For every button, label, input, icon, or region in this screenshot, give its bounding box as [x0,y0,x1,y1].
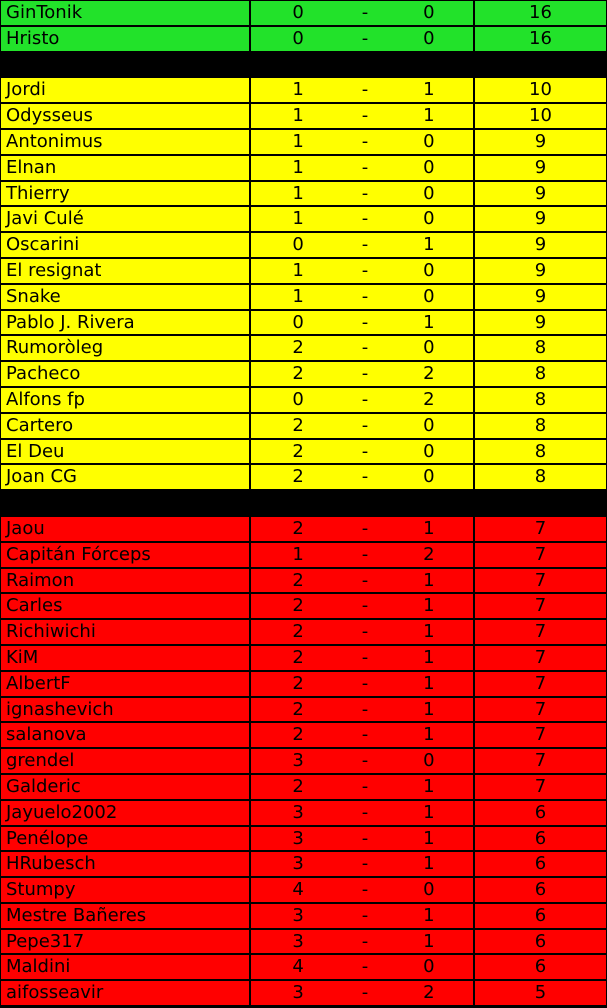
player-name-cell: Alfons fp [0,387,250,413]
away-goals: 1 [423,105,435,127]
away-goals: 1 [423,853,435,875]
points-cell: 9 [474,258,607,284]
table-row [0,697,607,723]
home-goals: 3 [292,930,304,952]
score-separator: - [361,801,369,823]
score-cell [250,284,474,310]
player-name-cell: HRubesch [0,851,250,877]
away-goals: 1 [423,234,435,256]
away-goals: 1 [423,827,435,849]
home-goals: 2 [292,698,304,720]
away-goals: 0 [423,285,435,307]
score-cell [250,980,474,1006]
points-cell: 7 [474,774,607,800]
home-goals: 2 [292,337,304,359]
score-separator: - [361,827,369,849]
home-goals: 3 [292,801,304,823]
home-goals: 1 [292,79,304,101]
away-goals: 1 [423,930,435,952]
table-row [0,722,607,748]
points-cell: 9 [474,129,607,155]
score-cell [250,593,474,619]
table-row [0,0,607,26]
table-row [0,671,607,697]
score-separator: - [361,130,369,152]
score-cell [250,619,474,645]
score-cell [250,697,474,723]
points-cell: 16 [474,0,607,26]
player-name-cell: ignashevich [0,697,250,723]
away-goals: 1 [423,775,435,797]
player-name-cell: Pepe317 [0,929,250,955]
home-goals: 3 [292,982,304,1004]
score-cell [250,722,474,748]
player-name-cell: El resignat [0,258,250,284]
score-cell [250,155,474,181]
table-row [0,77,607,103]
score-separator: - [361,595,369,617]
table-row [0,542,607,568]
score-separator: - [361,466,369,488]
home-goals: 1 [292,285,304,307]
player-name-cell: Maldini [0,954,250,980]
points-cell: 6 [474,929,607,955]
score-cell [250,413,474,439]
home-goals: 2 [292,595,304,617]
points-cell: 9 [474,155,607,181]
score-cell [250,748,474,774]
score-cell [250,77,474,103]
points-cell: 6 [474,954,607,980]
home-goals: 0 [292,311,304,333]
score-separator: - [361,621,369,643]
score-cell [250,387,474,413]
player-name-cell: Pacheco [0,361,250,387]
table-row [0,310,607,336]
score-separator: - [361,156,369,178]
score-cell [250,800,474,826]
table-row [0,954,607,980]
score-separator: - [361,930,369,952]
score-separator: - [361,698,369,720]
score-cell [250,232,474,258]
table-row [0,800,607,826]
home-goals: 0 [292,27,304,49]
table-row [0,26,607,52]
points-cell: 8 [474,439,607,465]
score-separator: - [361,724,369,746]
away-goals: 2 [423,543,435,565]
away-goals: 0 [423,156,435,178]
score-separator: - [361,259,369,281]
player-name-cell: salanova [0,722,250,748]
away-goals: 0 [423,956,435,978]
away-goals: 0 [423,466,435,488]
score-cell [250,568,474,594]
table-row [0,593,607,619]
score-cell [250,903,474,929]
score-separator: - [361,285,369,307]
score-separator: - [361,414,369,436]
table-row [0,774,607,800]
away-goals: 2 [423,982,435,1004]
table-row [0,826,607,852]
table-row [0,258,607,284]
home-goals: 2 [292,517,304,539]
player-name-cell: Richiwichi [0,619,250,645]
score-separator: - [361,646,369,668]
player-name-cell: Capitán Fórceps [0,542,250,568]
player-name-cell: Rumoròleg [0,335,250,361]
score-cell [250,103,474,129]
score-cell [250,542,474,568]
home-goals: 0 [292,388,304,410]
player-name-cell: Raimon [0,568,250,594]
score-cell [250,0,474,26]
away-goals: 0 [423,337,435,359]
player-name-cell: Galderic [0,774,250,800]
away-goals: 0 [423,27,435,49]
home-goals: 1 [292,208,304,230]
points-cell: 9 [474,181,607,207]
home-goals: 1 [292,156,304,178]
score-separator: - [361,543,369,565]
points-cell: 7 [474,593,607,619]
home-goals: 4 [292,956,304,978]
player-name-cell: Odysseus [0,103,250,129]
away-goals: 1 [423,646,435,668]
score-cell [250,826,474,852]
score-cell [250,851,474,877]
table-row [0,980,607,1006]
points-cell: 8 [474,387,607,413]
player-name-cell: Pablo J. Rivera [0,310,250,336]
home-goals: 3 [292,827,304,849]
points-cell: 7 [474,697,607,723]
table-row [0,335,607,361]
points-cell: 7 [474,542,607,568]
player-name-cell: Snake [0,284,250,310]
score-cell [250,464,474,490]
home-goals: 1 [292,543,304,565]
score-separator: - [361,79,369,101]
group-separator [0,490,607,516]
table-row [0,619,607,645]
points-cell: 9 [474,206,607,232]
away-goals: 1 [423,904,435,926]
points-cell: 7 [474,619,607,645]
points-cell: 16 [474,26,607,52]
home-goals: 1 [292,130,304,152]
score-cell [250,516,474,542]
score-cell [250,361,474,387]
away-goals: 1 [423,517,435,539]
player-name-cell: KiM [0,645,250,671]
score-separator: - [361,904,369,926]
player-name-cell: Joan CG [0,464,250,490]
home-goals: 1 [292,105,304,127]
points-cell: 6 [474,826,607,852]
score-cell [250,929,474,955]
home-goals: 3 [292,904,304,926]
score-separator: - [361,750,369,772]
score-cell [250,671,474,697]
score-separator: - [361,569,369,591]
away-goals: 1 [423,801,435,823]
player-name-cell: Cartero [0,413,250,439]
points-cell: 6 [474,877,607,903]
away-goals: 0 [423,2,435,23]
score-separator: - [361,208,369,230]
away-goals: 1 [423,621,435,643]
table-row [0,103,607,129]
points-cell: 9 [474,232,607,258]
score-separator: - [361,27,369,49]
player-name-cell: Antonimus [0,129,250,155]
away-goals: 0 [423,440,435,462]
table-row [0,181,607,207]
home-goals: 2 [292,414,304,436]
points-cell: 5 [474,980,607,1006]
score-separator: - [361,2,369,23]
score-cell [250,954,474,980]
home-goals: 2 [292,363,304,385]
table-row [0,387,607,413]
home-goals: 2 [292,466,304,488]
points-cell: 7 [474,645,607,671]
points-cell: 10 [474,77,607,103]
table-row [0,284,607,310]
score-separator: - [361,517,369,539]
player-name-cell: GinTonik [0,0,250,26]
points-cell: 7 [474,748,607,774]
points-cell: 8 [474,413,607,439]
table-row [0,464,607,490]
table-row [0,877,607,903]
points-cell: 7 [474,568,607,594]
player-name-cell: Jordi [0,77,250,103]
points-cell: 7 [474,722,607,748]
score-separator: - [361,879,369,901]
points-cell: 10 [474,103,607,129]
points-cell: 9 [474,310,607,336]
home-goals: 3 [292,750,304,772]
player-name-cell: El Deu [0,439,250,465]
table-row [0,155,607,181]
score-separator: - [361,182,369,204]
home-goals: 2 [292,672,304,694]
score-separator: - [361,105,369,127]
table-row [0,439,607,465]
points-cell: 6 [474,903,607,929]
points-cell: 8 [474,464,607,490]
home-goals: 2 [292,621,304,643]
score-separator: - [361,982,369,1004]
player-name-cell: Elnan [0,155,250,181]
home-goals: 2 [292,775,304,797]
table-row [0,851,607,877]
away-goals: 1 [423,569,435,591]
away-goals: 0 [423,750,435,772]
player-name-cell: Thierry [0,181,250,207]
home-goals: 0 [292,2,304,23]
table-row [0,568,607,594]
away-goals: 1 [423,698,435,720]
home-goals: 2 [292,569,304,591]
away-goals: 0 [423,259,435,281]
score-cell [250,335,474,361]
table-row [0,232,607,258]
player-name-cell: Penélope [0,826,250,852]
player-name-cell: Hristo [0,26,250,52]
points-cell: 6 [474,851,607,877]
player-name-cell: Mestre Bañeres [0,903,250,929]
away-goals: 0 [423,182,435,204]
score-separator: - [361,672,369,694]
score-cell [250,645,474,671]
home-goals: 1 [292,182,304,204]
home-goals: 1 [292,259,304,281]
points-cell: 6 [474,800,607,826]
points-cell: 8 [474,361,607,387]
score-cell [250,26,474,52]
home-goals: 2 [292,724,304,746]
score-separator: - [361,363,369,385]
score-separator: - [361,956,369,978]
away-goals: 2 [423,363,435,385]
player-name-cell: Stumpy [0,877,250,903]
score-cell [250,310,474,336]
player-name-cell: Oscarini [0,232,250,258]
score-cell [250,439,474,465]
player-name-cell: aifosseavir [0,980,250,1006]
away-goals: 1 [423,595,435,617]
away-goals: 1 [423,672,435,694]
player-name-cell: AlbertF [0,671,250,697]
score-separator: - [361,440,369,462]
away-goals: 0 [423,208,435,230]
away-goals: 1 [423,79,435,101]
score-cell [250,774,474,800]
points-cell: 7 [474,516,607,542]
score-separator: - [361,234,369,256]
table-row [0,645,607,671]
away-goals: 2 [423,388,435,410]
player-name-cell: grendel [0,748,250,774]
score-separator: - [361,853,369,875]
home-goals: 0 [292,234,304,256]
player-name-cell: Jaou [0,516,250,542]
points-cell: 8 [474,335,607,361]
away-goals: 1 [423,311,435,333]
table-row [0,929,607,955]
group-separator [0,52,607,78]
score-separator: - [361,775,369,797]
home-goals: 2 [292,440,304,462]
player-name-cell: Jayuelo2002 [0,800,250,826]
away-goals: 0 [423,879,435,901]
points-cell: 9 [474,284,607,310]
home-goals: 2 [292,646,304,668]
table-row [0,516,607,542]
player-name-cell: Javi Culé [0,206,250,232]
home-goals: 3 [292,853,304,875]
away-goals: 1 [423,724,435,746]
table-row [0,903,607,929]
score-cell [250,181,474,207]
table-row [0,413,607,439]
away-goals: 0 [423,130,435,152]
score-cell [250,258,474,284]
score-cell [250,129,474,155]
table-row [0,748,607,774]
table-row [0,129,607,155]
player-name-cell: Carles [0,593,250,619]
score-cell [250,206,474,232]
table-row [0,206,607,232]
home-goals: 4 [292,879,304,901]
score-separator: - [361,337,369,359]
away-goals: 0 [423,414,435,436]
points-cell: 7 [474,671,607,697]
score-separator: - [361,311,369,333]
score-separator: - [361,388,369,410]
score-cell [250,877,474,903]
table-row [0,361,607,387]
